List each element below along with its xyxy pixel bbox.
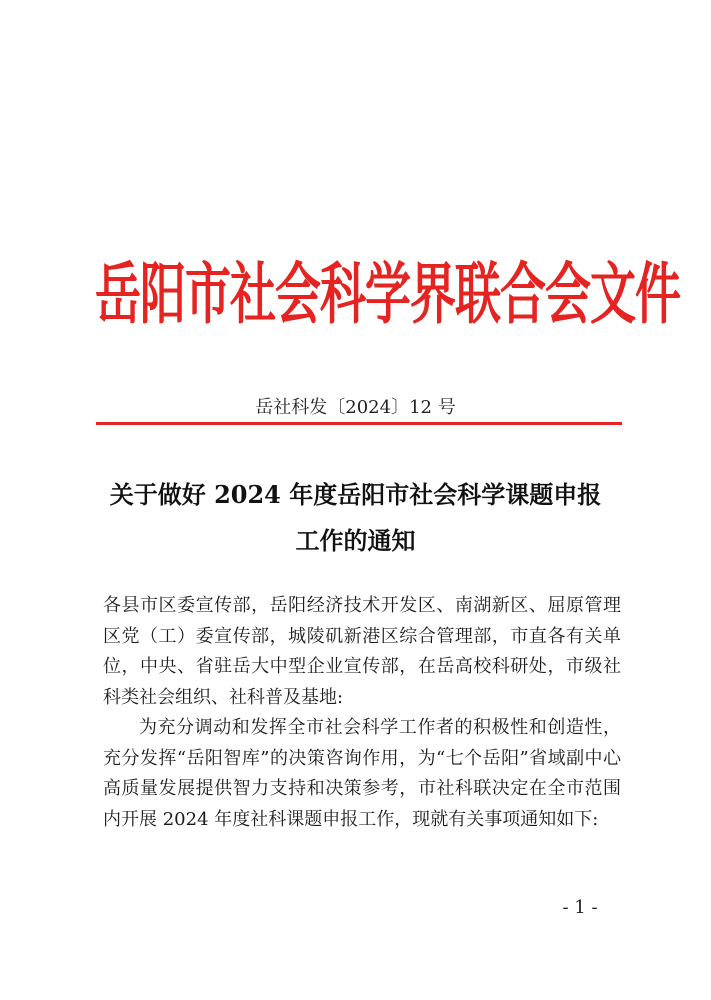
page-number: - 1 - (562, 897, 598, 918)
issuer-header-title: 岳阳市社会科学界联合会文件 (95, 254, 680, 334)
notice-body (103, 591, 621, 835)
notice-title-line-2: 工作的通知 (295, 526, 416, 555)
body-paragraph-1: 为充分调动和发挥全市社会科学工作者的积极性和创造性，充分发挥“岳阳智库”的决策咨询作用，为“七个岳阳”省域副中心高质量发展提供智力支持和决策参考，市社科联决定在全市范围内开展 2024 年度社科课题申报工作，现就有关事项通知如下: (103, 717, 621, 830)
notice-title (0, 472, 711, 564)
notice-title-line-1: 关于做好 2024 年度岳阳市社会科学课题申报 (109, 480, 602, 509)
red-divider-line (96, 422, 622, 425)
recipients-paragraph: 各县市区委宣传部，岳阳经济技术开发区、南湖新区、屈原管理区党（工）委宣传部，城陵矶新港区综合管理部，市直各有关单位，中央、省驻岳大中型企业宣传部，在岳高校科研处，市级社科类社会组织、社科普及基地: (103, 595, 621, 708)
document-number: 岳社科发〔2024〕12 号 (255, 397, 456, 418)
